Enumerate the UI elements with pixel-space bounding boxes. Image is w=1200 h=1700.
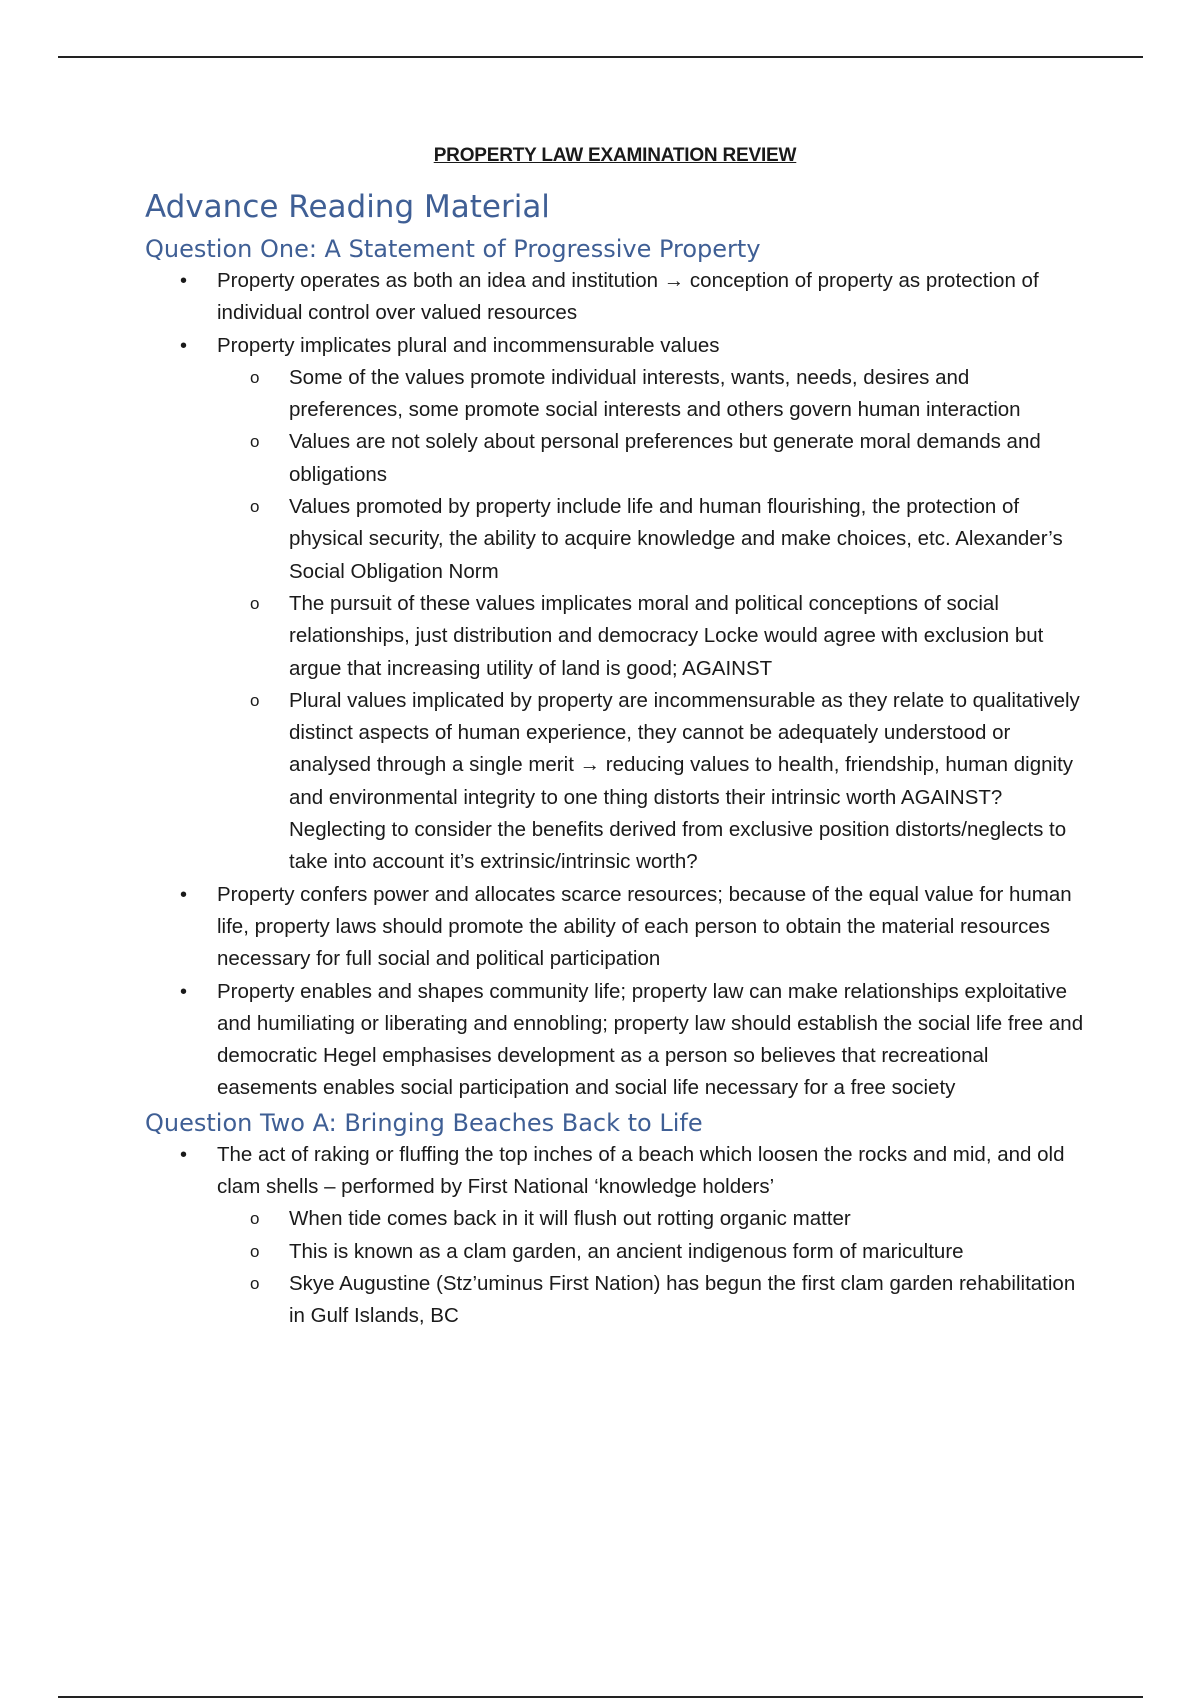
circle-bullet-icon: o (250, 497, 260, 517)
circle-bullet-icon: o (250, 367, 260, 387)
header-rule (58, 56, 1143, 58)
list-item (145, 330, 1085, 879)
circle-bullet-icon: o (250, 1241, 260, 1261)
sub-list-item (217, 1236, 1085, 1268)
sub-list-item-text: This is known as a clam garden, an ancient indigenous form of mariculture (289, 1239, 964, 1263)
circle-bullet-icon: o (250, 1273, 260, 1293)
circle-bullet-icon: o (250, 593, 260, 613)
sub-list-item-text: Plural values implicated by property are incommensurable as they relate to qualitatively distinct aspects of human experience, they cannot be adequately understood or analysed through a single merit → reducing values to health, friendship, human dignity and environmental integrity to one thing distorts their intrinsic worth AGAINST? Neglecting to consider the benefits derived from exclusive position distorts/neglects to take into account it’s extrinsic/intrinsic worth? (289, 688, 1080, 874)
sub-list-item (217, 685, 1085, 879)
document-body (145, 145, 1085, 1333)
circle-bullet-icon: o (250, 1209, 260, 1229)
list-item (145, 976, 1085, 1105)
bullet-icon: • (180, 980, 188, 1003)
bullet-icon: • (180, 270, 188, 292)
list-item-text: Property confers power and allocates scarce resources; because of the equal value for human life, property laws should promote the ability of each person to obtain the material resources necessary for full social and political participation (217, 882, 1072, 971)
sub-list-item (217, 426, 1085, 491)
sub-list-item (217, 362, 1085, 427)
bullet-icon: • (180, 883, 188, 906)
circle-bullet-icon: o (250, 690, 260, 710)
section-heading-q1: Question One: A Statement of Progressive Property (145, 235, 761, 263)
sub-list-item-text: Skye Augustine (Stz’uminus First Nation) has begun the first clam garden rehabilitation in Gulf Islands, BC (289, 1271, 1076, 1328)
list-item (145, 265, 1085, 330)
circle-bullet-icon: o (250, 432, 260, 452)
list-item-text: Property operates as both an idea and institution → conception of property as protection of individual control over valued resources (217, 269, 1039, 325)
list-item-text: Property implicates plural and incommensurable values (217, 333, 720, 357)
sub-bullet-list (217, 362, 1085, 879)
list-item (145, 879, 1085, 976)
sub-list-item (217, 588, 1085, 685)
sub-list-item (217, 491, 1085, 588)
list-item-text: Property enables and shapes community life; property law can make relationships exploitative and humiliating or liberating and ennobling; property law should establish the social life free and democratic Hegel emphasises development as a person so believes that recreational easements enables social participation and social life necessary for a free society (217, 979, 1084, 1100)
list-item (145, 1139, 1085, 1333)
sub-bullet-list (217, 1203, 1085, 1332)
sub-list-item (217, 1203, 1085, 1235)
q2a-bullet-list (145, 1139, 1085, 1333)
document-title: PROPERTY LAW EXAMINATION REVIEW (433, 145, 797, 166)
q1-bullet-list (145, 265, 1085, 1105)
list-item-text: The act of raking or fluffing the top inches of a beach which loosen the rocks and mid, and old clam shells – performed by First National ‘knowledge holders’ (217, 1142, 1065, 1199)
bullet-icon: • (180, 1143, 188, 1166)
sub-list-item (217, 1268, 1085, 1333)
sub-list-item-text: Values promoted by property include life and human flourishing, the protection of physical security, the ability to acquire knowledge and make choices, etc. Alexander’s Social Obligation Norm (289, 495, 1063, 583)
sub-list-item-text: Some of the values promote individual interests, wants, needs, desires and preferences, some promote social interests and others govern human interaction (289, 365, 1021, 422)
footer-rule (58, 1696, 1143, 1698)
heading-advance-reading: Advance Reading Material (145, 189, 550, 225)
sub-list-item-text: Values are not solely about personal preferences but generate moral demands and obligations (289, 430, 1041, 486)
sub-list-item-text: The pursuit of these values implicates moral and political conceptions of social relationships, just distribution and democracy Locke would agree with exclusion but argue that increasing utility of land is good; AGAINST (289, 591, 1044, 680)
bullet-icon: • (180, 334, 188, 357)
section-heading-q2a: Question Two A: Bringing Beaches Back to Life (145, 1108, 703, 1137)
sub-list-item-text: When tide comes back in it will flush out rotting organic matter (289, 1207, 851, 1231)
